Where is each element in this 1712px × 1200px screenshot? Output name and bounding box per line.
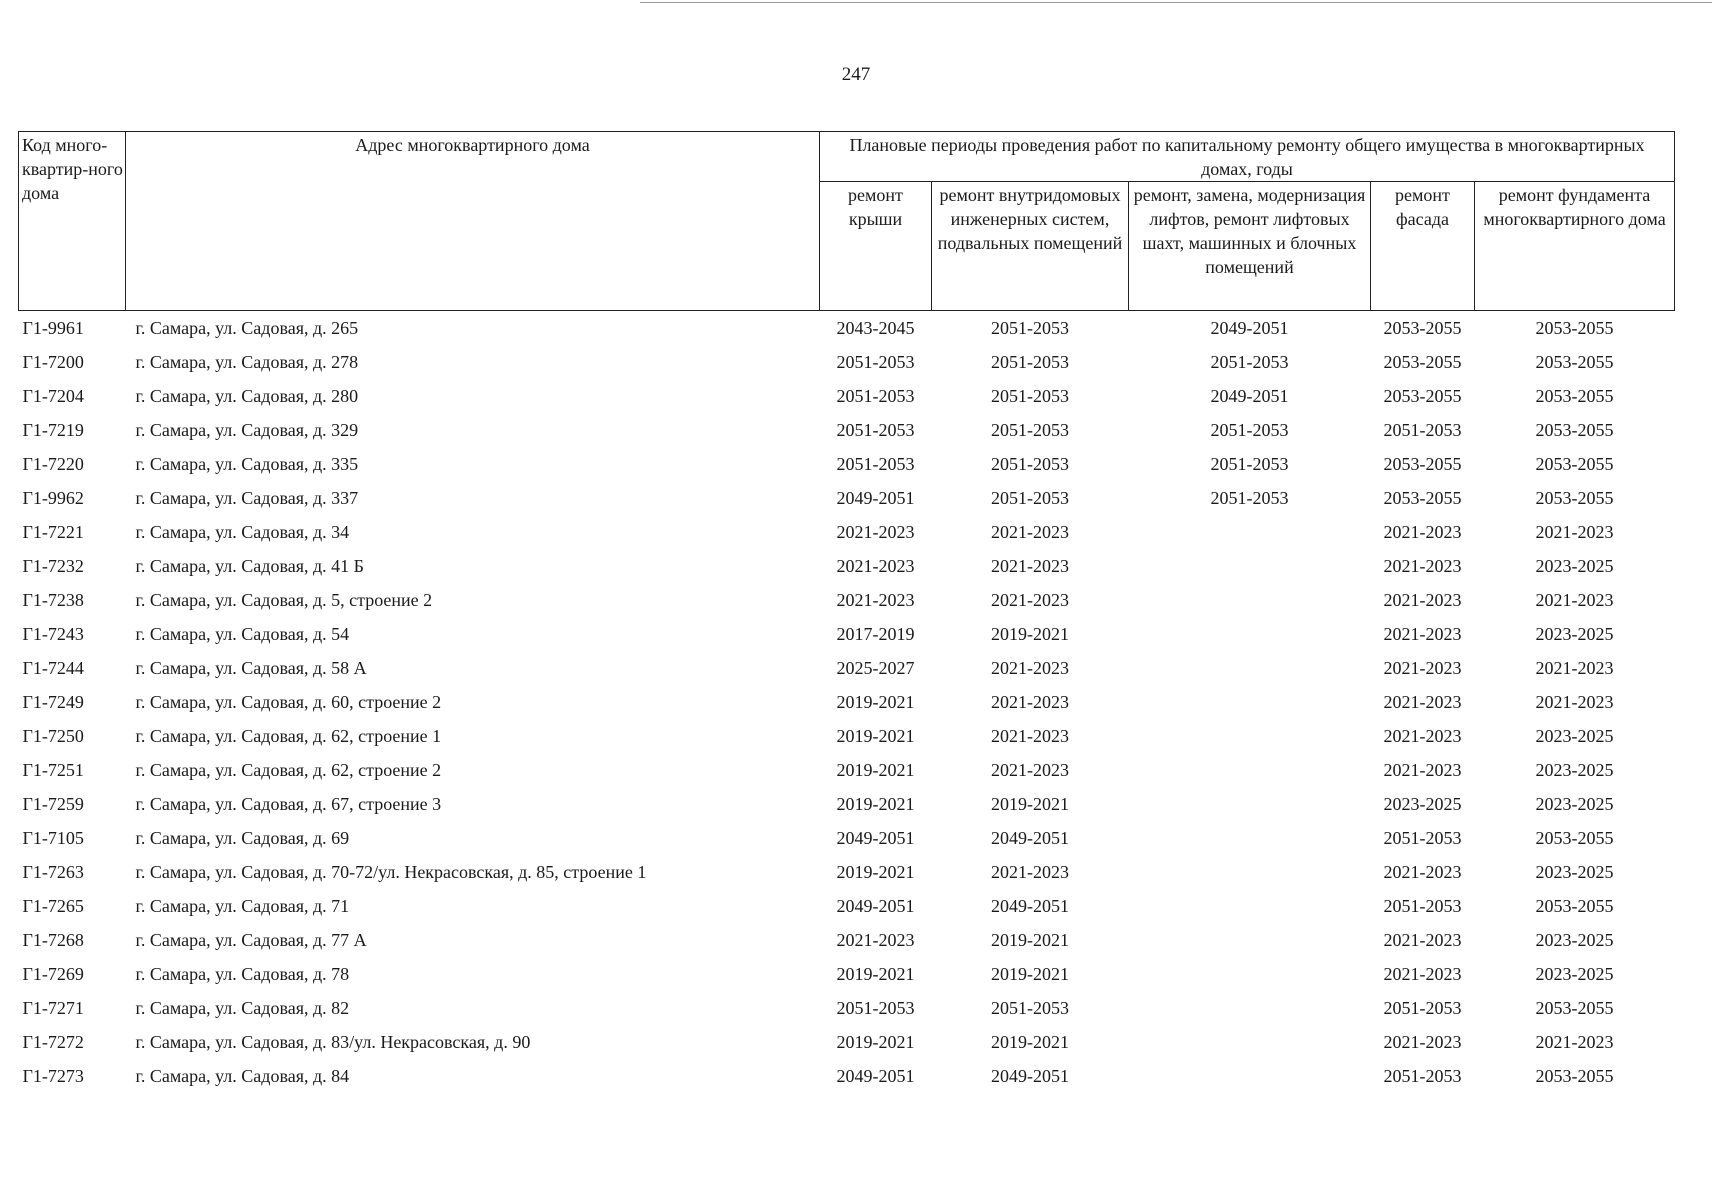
cell-systems: 2019-2021 [991, 930, 1069, 950]
cell-code: Г1-7221 [22, 522, 84, 542]
cell-lifts [1129, 549, 1371, 583]
table-row [19, 923, 1675, 957]
cell-facade: 2051-2053 [1383, 828, 1462, 848]
cell-roof: 2019-2021 [836, 964, 915, 984]
cell-address: г. Самара, ул. Садовая, д. 34 [135, 522, 350, 542]
table-row [19, 617, 1675, 651]
cell-systems: 2051-2053 [991, 454, 1069, 474]
cell-foundation: 2021-2023 [1535, 1032, 1614, 1052]
cell-foundation: 2053-2055 [1535, 828, 1614, 848]
cell-lifts [1129, 957, 1371, 991]
cell-code: Г1-9962 [22, 488, 84, 508]
cell-systems: 2021-2023 [991, 658, 1069, 678]
cell-systems: 2051-2053 [991, 386, 1069, 406]
cell-code: Г1-7200 [22, 352, 84, 372]
cell-foundation: 2053-2055 [1535, 352, 1614, 372]
header-lifts: ремонт, замена, модернизация лифтов, ремонт лифтовых шахт, машинных и блочных помещений [1129, 182, 1371, 311]
header-address: Адрес многоквартирного дома [126, 132, 820, 311]
cell-systems: 2051-2053 [991, 488, 1069, 508]
cell-roof: 2021-2023 [836, 590, 915, 610]
cell-systems: 2049-2051 [991, 1066, 1069, 1086]
table-row [19, 685, 1675, 719]
cell-systems: 2021-2023 [991, 862, 1069, 882]
cell-systems: 2021-2023 [991, 590, 1069, 610]
cell-foundation: 2023-2025 [1535, 862, 1614, 882]
table-body [19, 311, 1675, 1094]
cell-facade: 2051-2053 [1383, 420, 1462, 440]
cell-foundation: 2053-2055 [1535, 420, 1614, 440]
cell-facade: 2051-2053 [1383, 1066, 1462, 1086]
cell-lifts: 2051-2053 [1210, 352, 1289, 372]
table-row [19, 753, 1675, 787]
header-facade: ремонт фасада [1371, 182, 1475, 311]
cell-lifts [1129, 1059, 1371, 1093]
cell-address: г. Самара, ул. Садовая, д. 84 [135, 1066, 350, 1086]
cell-foundation: 2021-2023 [1535, 692, 1614, 712]
capital-repair-table [18, 131, 1675, 1093]
cell-lifts: 2051-2053 [1210, 488, 1289, 508]
cell-lifts [1129, 787, 1371, 821]
table-row [19, 549, 1675, 583]
cell-address: г. Самара, ул. Садовая, д. 329 [135, 420, 359, 440]
table-row [19, 311, 1675, 346]
cell-roof: 2051-2053 [836, 420, 915, 440]
cell-facade: 2053-2055 [1383, 386, 1462, 406]
cell-address: г. Самара, ул. Садовая, д. 67, строение 3 [135, 794, 442, 814]
cell-lifts [1129, 685, 1371, 719]
cell-code: Г1-7105 [22, 828, 84, 848]
cell-roof: 2021-2023 [836, 556, 915, 576]
cell-address: г. Самара, ул. Садовая, д. 83/ул. Некрасовская, д. 90 [135, 1032, 531, 1052]
cell-roof: 2019-2021 [836, 862, 915, 882]
cell-lifts [1129, 821, 1371, 855]
cell-code: Г1-7232 [22, 556, 84, 576]
cell-systems: 2051-2053 [991, 998, 1069, 1018]
cell-code: Г1-9961 [22, 318, 84, 338]
cell-roof: 2021-2023 [836, 522, 915, 542]
cell-roof: 2049-2051 [836, 488, 915, 508]
cell-address: г. Самара, ул. Садовая, д. 265 [135, 318, 359, 338]
cell-foundation: 2023-2025 [1535, 930, 1614, 950]
table-row [19, 447, 1675, 481]
cell-code: Г1-7249 [22, 692, 84, 712]
cell-address: г. Самара, ул. Садовая, д. 78 [135, 964, 350, 984]
cell-code: Г1-7265 [22, 896, 84, 916]
cell-facade: 2021-2023 [1383, 862, 1462, 882]
cell-address: г. Самара, ул. Садовая, д. 335 [135, 454, 359, 474]
cell-facade: 2053-2055 [1383, 454, 1462, 474]
cell-roof: 2025-2027 [836, 658, 915, 678]
cell-address: г. Самара, ул. Садовая, д. 69 [135, 828, 350, 848]
cell-code: Г1-7244 [22, 658, 84, 678]
cell-lifts [1129, 991, 1371, 1025]
table-row [19, 651, 1675, 685]
cell-lifts [1129, 889, 1371, 923]
cell-code: Г1-7263 [22, 862, 84, 882]
cell-foundation: 2023-2025 [1535, 760, 1614, 780]
cell-facade: 2021-2023 [1383, 590, 1462, 610]
cell-address: г. Самара, ул. Садовая, д. 280 [135, 386, 359, 406]
cell-lifts [1129, 651, 1371, 685]
table-row [19, 957, 1675, 991]
cell-facade: 2051-2053 [1383, 896, 1462, 916]
cell-code: Г1-7268 [22, 930, 84, 950]
cell-systems: 2021-2023 [991, 760, 1069, 780]
cell-foundation: 2021-2023 [1535, 522, 1614, 542]
cell-code: Г1-7271 [22, 998, 84, 1018]
cell-foundation: 2053-2055 [1535, 454, 1614, 474]
cell-roof: 2049-2051 [836, 1066, 915, 1086]
cell-address: г. Самара, ул. Садовая, д. 54 [135, 624, 350, 644]
cell-systems: 2019-2021 [991, 964, 1069, 984]
cell-lifts [1129, 617, 1371, 651]
cell-code: Г1-7272 [22, 1032, 84, 1052]
table-row [19, 991, 1675, 1025]
cell-foundation: 2053-2055 [1535, 896, 1614, 916]
cell-lifts: 2049-2051 [1210, 386, 1289, 406]
table-row [19, 481, 1675, 515]
cell-code: Г1-7251 [22, 760, 84, 780]
cell-systems: 2019-2021 [991, 624, 1069, 644]
cell-facade: 2021-2023 [1383, 624, 1462, 644]
cell-roof: 2051-2053 [836, 454, 915, 474]
header-roof: ремонт крыши [820, 182, 932, 311]
cell-roof: 2021-2023 [836, 930, 915, 950]
cell-facade: 2021-2023 [1383, 556, 1462, 576]
table-row [19, 345, 1675, 379]
cell-foundation: 2021-2023 [1535, 658, 1614, 678]
cell-lifts [1129, 923, 1371, 957]
cell-address: г. Самара, ул. Садовая, д. 41 Б [135, 556, 364, 576]
cell-address: г. Самара, ул. Садовая, д. 70-72/ул. Некрасовская, д. 85, строение 1 [135, 862, 647, 882]
table-row [19, 413, 1675, 447]
cell-facade: 2051-2053 [1383, 998, 1462, 1018]
table-row [19, 515, 1675, 549]
cell-lifts [1129, 855, 1371, 889]
cell-facade: 2021-2023 [1383, 930, 1462, 950]
cell-lifts [1129, 515, 1371, 549]
cell-address: г. Самара, ул. Садовая, д. 71 [135, 896, 350, 916]
cell-foundation: 2053-2055 [1535, 1066, 1614, 1086]
table-row [19, 787, 1675, 821]
cell-address: г. Самара, ул. Садовая, д. 82 [135, 998, 350, 1018]
cell-lifts: 2051-2053 [1210, 420, 1289, 440]
header-foundation: ремонт фундамента многоквартирного дома [1475, 182, 1675, 311]
cell-systems: 2021-2023 [991, 556, 1069, 576]
cell-lifts [1129, 1025, 1371, 1059]
cell-roof: 2043-2045 [836, 318, 915, 338]
header-planned-periods: Плановые периоды проведения работ по капитальному ремонту общего имущества в многоквартирных домах, годы [820, 132, 1675, 182]
cell-foundation: 2023-2025 [1535, 624, 1614, 644]
cell-foundation: 2053-2055 [1535, 318, 1614, 338]
cell-foundation: 2053-2055 [1535, 488, 1614, 508]
cell-systems: 2051-2053 [991, 420, 1069, 440]
cell-roof: 2019-2021 [836, 692, 915, 712]
cell-foundation: 2023-2025 [1535, 726, 1614, 746]
cell-roof: 2017-2019 [836, 624, 915, 644]
cell-roof: 2051-2053 [836, 998, 915, 1018]
table-row [19, 889, 1675, 923]
cell-foundation: 2023-2025 [1535, 964, 1614, 984]
cell-address: г. Самара, ул. Садовая, д. 278 [135, 352, 359, 372]
cell-address: г. Самара, ул. Садовая, д. 62, строение 1 [135, 726, 442, 746]
cell-address: г. Самара, ул. Садовая, д. 60, строение 2 [135, 692, 442, 712]
cell-code: Г1-7243 [22, 624, 84, 644]
cell-code: Г1-7250 [22, 726, 84, 746]
cell-address: г. Самара, ул. Садовая, д. 77 А [135, 930, 367, 950]
cell-foundation: 2023-2025 [1535, 794, 1614, 814]
cell-roof: 2049-2051 [836, 828, 915, 848]
cell-facade: 2021-2023 [1383, 658, 1462, 678]
cell-foundation: 2053-2055 [1535, 998, 1614, 1018]
cell-address: г. Самара, ул. Садовая, д. 337 [135, 488, 359, 508]
cell-code: Г1-7269 [22, 964, 84, 984]
header-systems: ремонт внутридомовых инженерных систем, подвальных помещений [932, 182, 1129, 311]
cell-systems: 2019-2021 [991, 794, 1069, 814]
cell-code: Г1-7220 [22, 454, 84, 474]
cell-systems: 2051-2053 [991, 318, 1069, 338]
cell-lifts: 2049-2051 [1210, 318, 1289, 338]
cell-facade: 2023-2025 [1383, 794, 1462, 814]
table-row [19, 583, 1675, 617]
cell-code: Г1-7259 [22, 794, 84, 814]
cell-facade: 2021-2023 [1383, 522, 1462, 542]
cell-roof: 2019-2021 [836, 726, 915, 746]
cell-code: Г1-7204 [22, 386, 84, 406]
cell-systems: 2049-2051 [991, 896, 1069, 916]
table-row [19, 719, 1675, 753]
cell-facade: 2021-2023 [1383, 964, 1462, 984]
table-row [19, 1025, 1675, 1059]
cell-roof: 2019-2021 [836, 760, 915, 780]
cell-systems: 2049-2051 [991, 828, 1069, 848]
cell-foundation: 2023-2025 [1535, 556, 1614, 576]
cell-facade: 2021-2023 [1383, 726, 1462, 746]
cell-code: Г1-7219 [22, 420, 84, 440]
cell-facade: 2021-2023 [1383, 692, 1462, 712]
cell-facade: 2021-2023 [1383, 1032, 1462, 1052]
header-code: Код много-квартир-ного дома [19, 132, 126, 311]
cell-facade: 2053-2055 [1383, 318, 1462, 338]
cell-address: г. Самара, ул. Садовая, д. 62, строение 2 [135, 760, 442, 780]
cell-code: Г1-7273 [22, 1066, 84, 1086]
cell-code: Г1-7238 [22, 590, 84, 610]
cell-roof: 2051-2053 [836, 352, 915, 372]
cell-systems: 2021-2023 [991, 522, 1069, 542]
cell-lifts [1129, 753, 1371, 787]
cell-address: г. Самара, ул. Садовая, д. 5, строение 2 [135, 590, 433, 610]
table-header [19, 132, 1675, 311]
cell-facade: 2053-2055 [1383, 488, 1462, 508]
cell-roof: 2049-2051 [836, 896, 915, 916]
cell-systems: 2051-2053 [991, 352, 1069, 372]
cell-lifts [1129, 719, 1371, 753]
table-row [19, 821, 1675, 855]
cell-facade: 2021-2023 [1383, 760, 1462, 780]
table-row [19, 855, 1675, 889]
cell-facade: 2053-2055 [1383, 352, 1462, 372]
cell-foundation: 2021-2023 [1535, 590, 1614, 610]
table-row [19, 1059, 1675, 1093]
cell-systems: 2021-2023 [991, 692, 1069, 712]
scan-edge-line [640, 2, 1712, 3]
cell-roof: 2019-2021 [836, 794, 915, 814]
cell-address: г. Самара, ул. Садовая, д. 58 А [135, 658, 367, 678]
cell-lifts: 2051-2053 [1210, 454, 1289, 474]
cell-systems: 2019-2021 [991, 1032, 1069, 1052]
cell-lifts [1129, 583, 1371, 617]
cell-foundation: 2053-2055 [1535, 386, 1614, 406]
cell-roof: 2019-2021 [836, 1032, 915, 1052]
cell-systems: 2021-2023 [991, 726, 1069, 746]
cell-roof: 2051-2053 [836, 386, 915, 406]
table-row [19, 379, 1675, 413]
page-number: 247 [841, 64, 871, 85]
